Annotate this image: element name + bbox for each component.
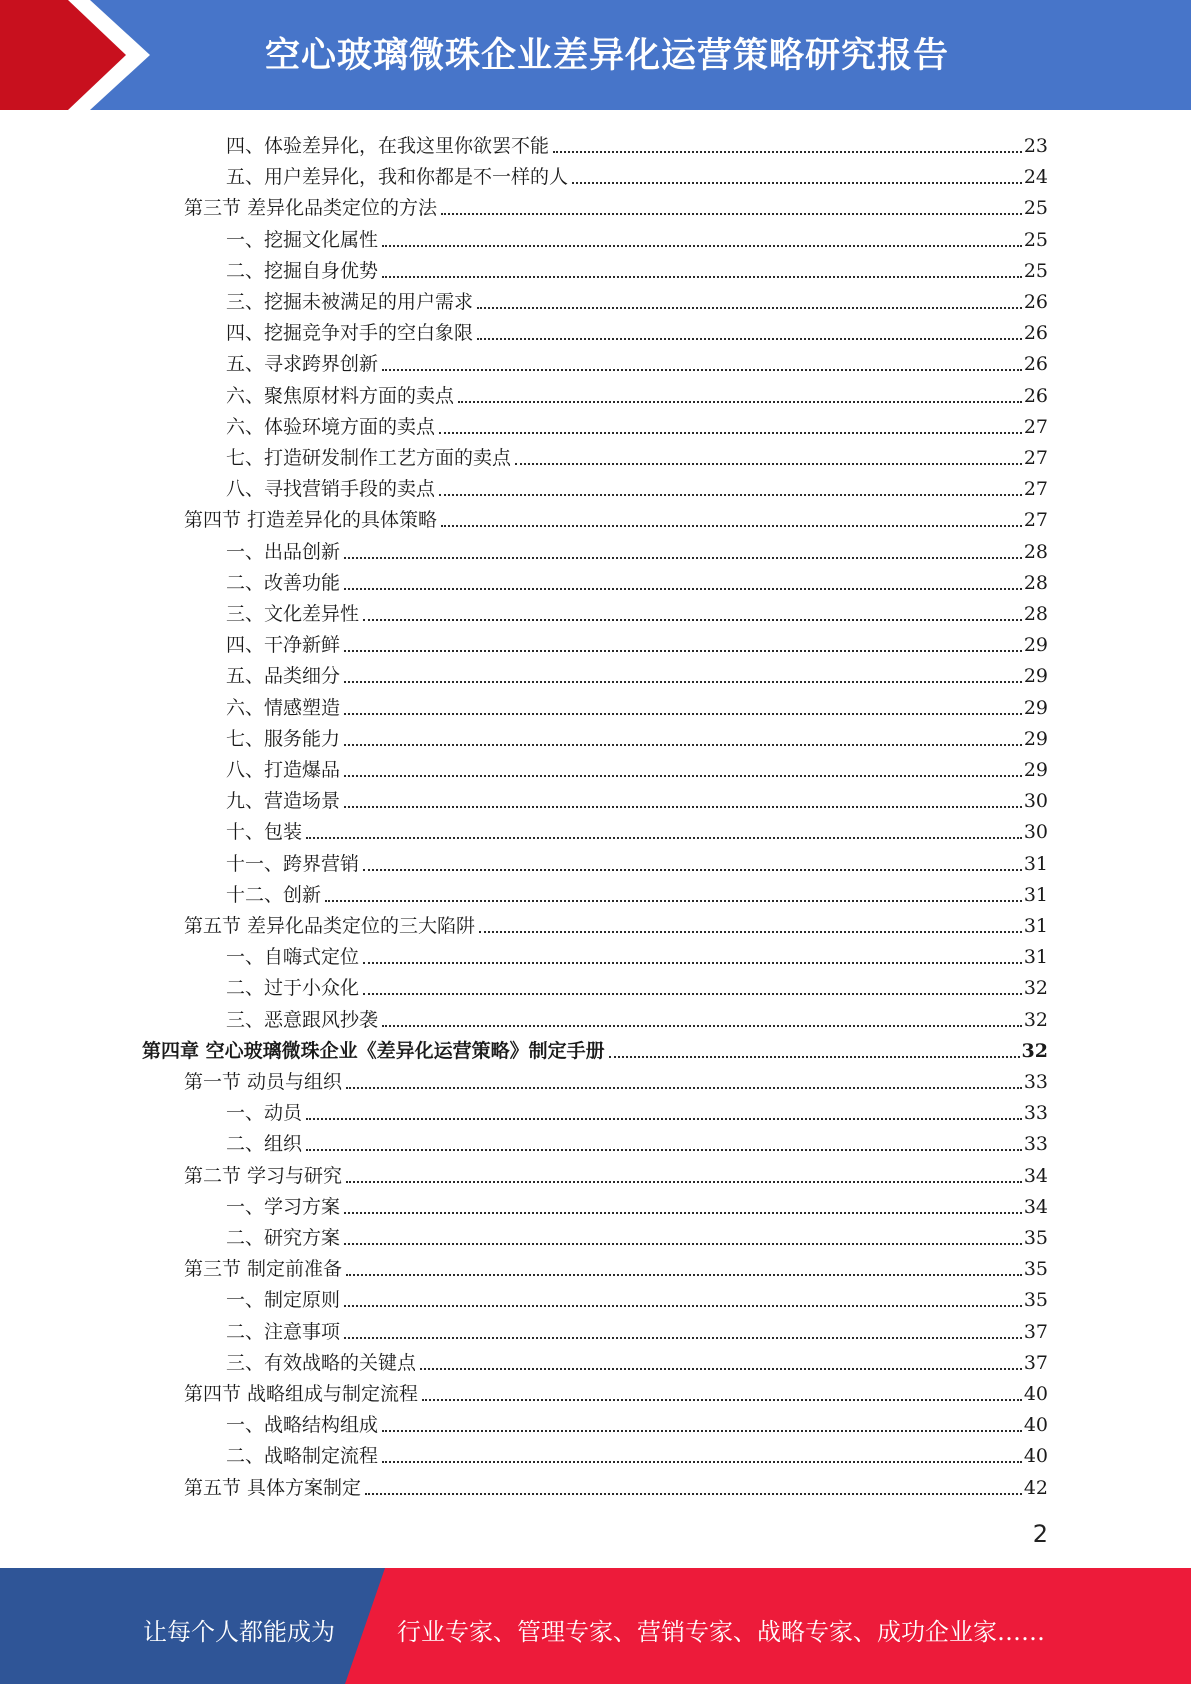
page-footer (0, 1568, 1191, 1684)
toc-label: 二、组织 (226, 1133, 303, 1156)
toc-leader-dots (306, 1148, 1022, 1151)
toc-item[interactable] (226, 814, 1048, 845)
toc-label: 六、聚焦原材料方面的卖点 (226, 384, 455, 407)
toc-page-number: 29 (1023, 696, 1048, 719)
toc-page-number: 35 (1023, 1289, 1048, 1312)
toc-label: 七、打造研发制作工艺方面的卖点 (226, 447, 512, 469)
toc-item[interactable] (226, 284, 1048, 315)
page-number: 2 (1032, 1520, 1048, 1548)
toc-label: 四、干净新鲜 (226, 634, 341, 657)
toc-item[interactable] (226, 409, 1048, 440)
toc-label: 二、研究方案 (226, 1227, 341, 1249)
toc-item[interactable] (226, 1220, 1048, 1251)
toc-chapter[interactable] (142, 1033, 1048, 1064)
toc-label: 三、文化差异性 (226, 603, 360, 625)
toc-leader-dots (346, 1086, 1022, 1089)
toc-page-number: 40 (1023, 1383, 1048, 1405)
toc-section[interactable] (184, 502, 1048, 533)
toc-label: 一、自嗨式定位 (226, 946, 360, 969)
toc-label: 一、出品创新 (226, 540, 341, 563)
toc-page-number: 26 (1023, 322, 1048, 345)
toc-label: 第四节 战略组成与制定流程 (184, 1383, 419, 1405)
toc-item[interactable] (226, 1314, 1048, 1345)
toc-label: 四、体验差异化，在我这里你欲罢不能 (226, 135, 550, 157)
toc-item[interactable] (226, 721, 1048, 752)
toc-item[interactable] (226, 690, 1048, 721)
toc-label: 二、挖掘自身优势 (226, 259, 379, 282)
toc-leader-dots (553, 150, 1022, 153)
toc-label: 三、挖掘未被满足的用户需求 (226, 291, 474, 313)
toc-leader-dots (572, 181, 1022, 184)
toc-leader-dots (344, 805, 1022, 808)
toc-section[interactable] (184, 908, 1048, 939)
toc-page-number: 33 (1023, 1102, 1048, 1125)
toc-page-number: 33 (1023, 1133, 1048, 1156)
toc-leader-dots (479, 930, 1022, 933)
toc-leader-dots (306, 836, 1022, 839)
toc-section[interactable] (184, 1376, 1048, 1407)
toc-item[interactable] (226, 970, 1048, 1001)
toc-page-number: 30 (1023, 821, 1048, 844)
toc-label: 三、有效战略的关键点 (226, 1351, 417, 1374)
toc-label: 第五节 差异化品类定位的三大陷阱 (184, 915, 476, 937)
toc-label: 第三节 差异化品类定位的方法 (184, 197, 438, 220)
toc-page-number: 29 (1023, 759, 1048, 781)
toc-leader-dots (344, 1304, 1022, 1307)
toc-leader-dots (458, 400, 1022, 403)
toc-leader-dots (422, 1398, 1022, 1401)
toc-item[interactable] (226, 315, 1048, 346)
toc-leader-dots (441, 524, 1022, 527)
toc-item[interactable] (226, 1189, 1048, 1220)
toc-label: 三、恶意跟风抄袭 (226, 1008, 379, 1031)
toc-page-number: 27 (1023, 478, 1048, 501)
toc-leader-dots (382, 368, 1022, 371)
toc-leader-dots (325, 899, 1022, 902)
toc-item[interactable] (226, 658, 1048, 689)
toc-leader-dots (344, 1336, 1022, 1339)
toc-leader-dots (477, 337, 1022, 340)
toc-page-number: 29 (1023, 727, 1048, 750)
toc-item[interactable] (226, 877, 1048, 908)
toc-item[interactable] (226, 346, 1048, 377)
toc-item[interactable] (226, 534, 1048, 565)
toc-page-number: 31 (1023, 883, 1048, 906)
page-header (0, 0, 1191, 110)
toc-page-number: 24 (1023, 166, 1048, 189)
toc-label: 五、寻求跨界创新 (226, 353, 379, 376)
toc-leader-dots (382, 1429, 1022, 1432)
toc-page-number: 27 (1023, 415, 1048, 438)
toc-item[interactable] (226, 596, 1048, 627)
toc-page-number: 25 (1023, 259, 1048, 282)
toc-leader-dots (344, 1211, 1022, 1214)
toc-leader-dots (382, 1024, 1022, 1027)
toc-leader-dots (344, 680, 1022, 683)
toc-page-number: 32 (1023, 977, 1048, 1000)
toc-item[interactable] (226, 565, 1048, 596)
toc-label: 二、战略制定流程 (226, 1445, 379, 1468)
toc-leader-dots (344, 649, 1022, 652)
toc-page-number: 34 (1023, 1195, 1048, 1218)
toc-page-number: 32 (1023, 1008, 1048, 1031)
toc-label: 一、战略结构组成 (226, 1414, 379, 1437)
toc-page-number: 40 (1023, 1414, 1048, 1437)
toc-label: 二、过于小众化 (226, 977, 360, 1000)
toc-section[interactable] (184, 1470, 1048, 1501)
toc-leader-dots (609, 1055, 1020, 1058)
toc-page-number: 28 (1023, 603, 1048, 625)
toc-label: 第三节 制定前准备 (184, 1258, 343, 1281)
report-title: 空心玻璃微珠企业差异化运营策略研究报告 (265, 36, 950, 76)
toc-label: 一、学习方案 (226, 1195, 341, 1218)
toc-page-number: 26 (1023, 384, 1048, 407)
toc-leader-dots (365, 1492, 1022, 1495)
toc-label: 四、挖掘竞争对手的空白象限 (226, 322, 474, 345)
toc-label: 五、用户差异化，我和你都是不一样的人 (226, 166, 569, 189)
toc-page-number: 25 (1023, 228, 1048, 251)
toc-page-number: 28 (1023, 571, 1048, 594)
toc-label: 八、寻找营销手段的卖点 (226, 478, 436, 501)
toc-page-number: 27 (1023, 509, 1048, 532)
toc-page-number: 30 (1023, 790, 1048, 813)
toc-label: 一、挖掘文化属性 (226, 228, 379, 251)
toc-item[interactable] (226, 752, 1048, 783)
toc-page-number: 26 (1023, 291, 1048, 313)
toc-page-number: 42 (1023, 1476, 1048, 1499)
toc-page-number: 35 (1023, 1258, 1048, 1281)
toc-leader-dots (477, 306, 1022, 309)
toc-page-number: 37 (1023, 1320, 1048, 1343)
toc-item[interactable] (226, 1126, 1048, 1157)
toc-page-number: 37 (1023, 1351, 1048, 1374)
toc-leader-dots (346, 1180, 1022, 1183)
toc-leader-dots (439, 493, 1022, 496)
toc-leader-dots (363, 618, 1022, 621)
toc-label: 二、改善功能 (226, 571, 341, 594)
footer-slogan-left: 让每个人都能成为 (143, 1618, 335, 1646)
toc-label: 十一、跨界营销 (226, 852, 360, 875)
toc-item[interactable] (226, 1095, 1048, 1126)
toc-label: 第一节 动员与组织 (184, 1071, 343, 1093)
toc-leader-dots (441, 212, 1022, 215)
toc-item[interactable] (226, 783, 1048, 814)
toc-page-number: 23 (1023, 135, 1048, 157)
toc-page-number: 31 (1023, 852, 1048, 875)
toc-leader-dots (344, 774, 1022, 777)
toc-label: 第二节 学习与研究 (184, 1164, 343, 1187)
toc-item[interactable] (226, 627, 1048, 658)
toc-section[interactable] (184, 1251, 1048, 1282)
toc-label: 十二、创新 (226, 883, 322, 906)
toc-leader-dots (363, 992, 1022, 995)
toc-leader-dots (382, 275, 1022, 278)
toc-section[interactable] (184, 1064, 1048, 1095)
toc-page-number: 29 (1023, 634, 1048, 657)
toc-item[interactable] (226, 222, 1048, 253)
header-chevron-graphic (0, 0, 160, 110)
toc-page-number: 40 (1023, 1445, 1048, 1468)
toc-item[interactable] (226, 1002, 1048, 1033)
toc-label: 一、制定原则 (226, 1289, 341, 1312)
toc-page-number: 32 (1021, 1039, 1048, 1062)
toc-leader-dots (344, 587, 1022, 590)
toc-page-number: 31 (1023, 915, 1048, 937)
toc-item[interactable] (226, 1282, 1048, 1313)
toc-label: 七、服务能力 (226, 727, 341, 750)
toc-item[interactable] (226, 128, 1048, 159)
toc-page-number: 25 (1023, 197, 1048, 220)
toc-leader-dots (420, 1367, 1022, 1370)
toc-item[interactable] (226, 253, 1048, 284)
toc-item[interactable] (226, 378, 1048, 409)
toc-item[interactable] (226, 159, 1048, 190)
toc-item[interactable] (226, 471, 1048, 502)
toc-page-number: 28 (1023, 540, 1048, 563)
toc-page-number: 27 (1023, 447, 1048, 469)
toc-leader-dots (439, 431, 1022, 434)
toc-label: 六、情感塑造 (226, 696, 341, 719)
toc-leader-dots (515, 462, 1022, 465)
toc-label: 十、包装 (226, 821, 303, 844)
toc-section[interactable] (184, 1158, 1048, 1189)
toc-page-number: 31 (1023, 946, 1048, 969)
toc-leader-dots (363, 868, 1022, 871)
toc-leader-dots (346, 1273, 1022, 1276)
toc-leader-dots (344, 556, 1022, 559)
toc-leader-dots (363, 961, 1022, 964)
toc-label: 五、品类细分 (226, 665, 341, 688)
toc-leader-dots (382, 1460, 1022, 1463)
toc-page-number: 35 (1023, 1227, 1048, 1249)
toc-label: 八、打造爆品 (226, 759, 341, 781)
toc-label: 一、动员 (226, 1102, 303, 1125)
toc-leader-dots (382, 244, 1022, 247)
toc-item[interactable] (226, 939, 1048, 970)
toc-label: 第五节 具体方案制定 (184, 1476, 362, 1499)
footer-slogan-right: 行业专家、管理专家、营销专家、战略专家、成功企业家…… (397, 1618, 1045, 1646)
toc-page-number: 33 (1023, 1071, 1048, 1093)
toc-item[interactable] (226, 1345, 1048, 1376)
toc-leader-dots (306, 1117, 1022, 1120)
toc-item[interactable] (226, 1407, 1048, 1438)
toc-label: 第四节 打造差异化的具体策略 (184, 509, 438, 532)
toc-label: 二、注意事项 (226, 1320, 341, 1343)
toc-page-number: 26 (1023, 353, 1048, 376)
toc-label: 第四章 空心玻璃微珠企业《差异化运营策略》制定手册 (142, 1039, 605, 1062)
toc-leader-dots (344, 712, 1022, 715)
toc-leader-dots (344, 1242, 1022, 1245)
toc-item[interactable] (226, 440, 1048, 471)
toc-item[interactable] (226, 1438, 1048, 1469)
toc-section[interactable] (184, 190, 1048, 221)
toc-leader-dots (344, 743, 1022, 746)
toc-item[interactable] (226, 846, 1048, 877)
toc-page-number: 29 (1023, 665, 1048, 688)
toc-label: 六、体验环境方面的卖点 (226, 415, 436, 438)
toc-label: 九、营造场景 (226, 790, 341, 813)
toc-page-number: 34 (1023, 1164, 1048, 1187)
